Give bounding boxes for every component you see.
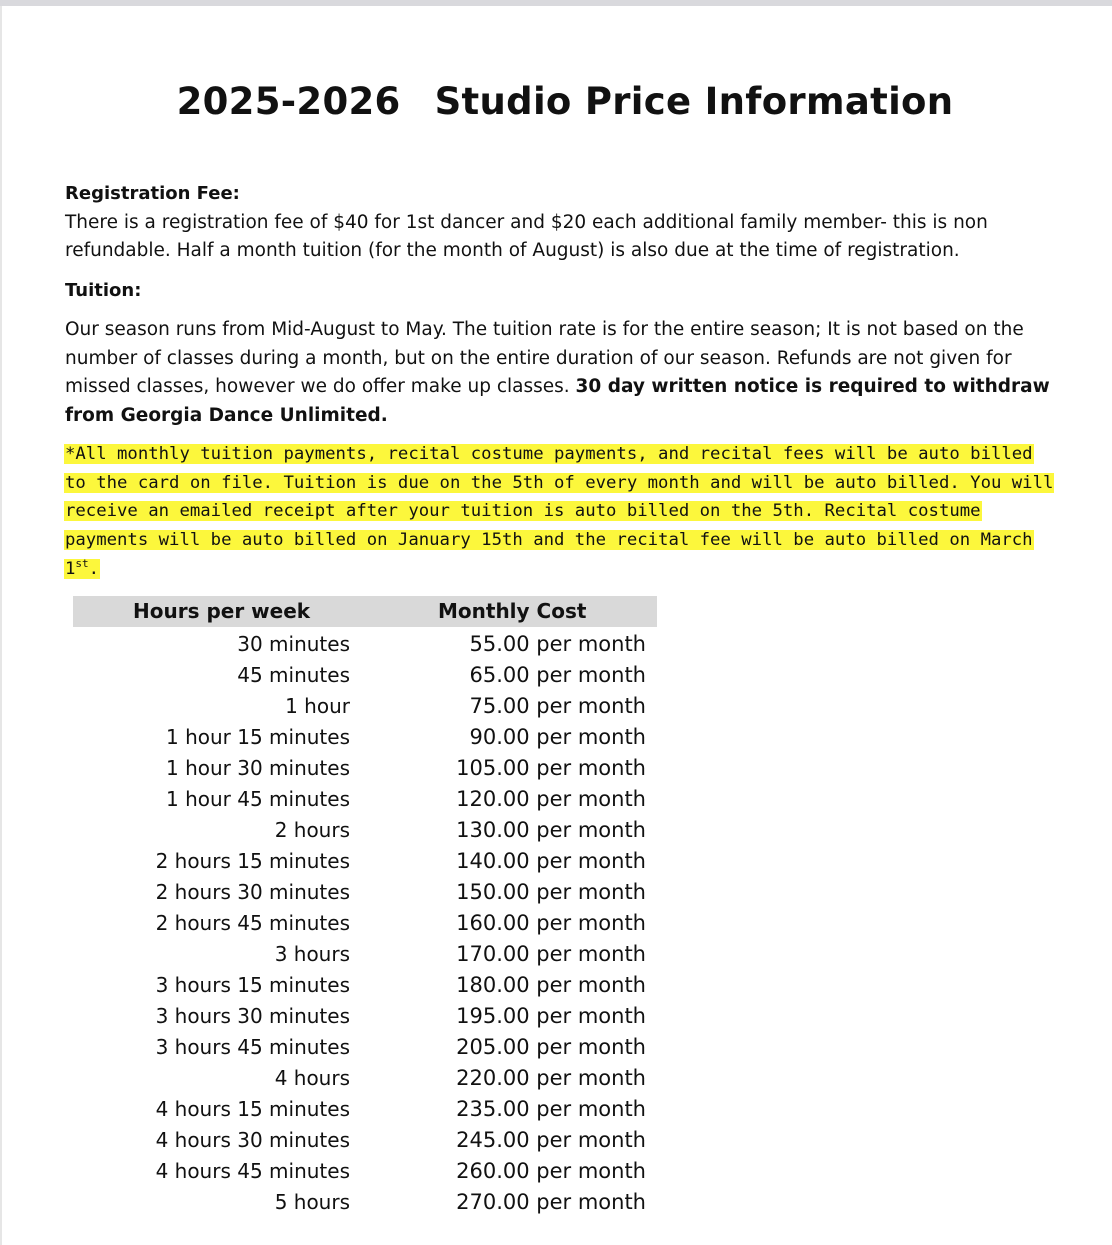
hours-cell: 2 hours 45 minutes	[155, 911, 350, 935]
hours-cell: 4 hours	[274, 1066, 350, 1090]
tuition-label-section	[65, 277, 1055, 306]
hours-cell: 45 minutes	[237, 663, 350, 687]
table-row	[0, 970, 700, 1001]
registration-text: There is a registration fee of $40 for 1st dancer and $20 each additional family member- this is non refundable. Half a month tuition (for the month of August) is also due at the time of registration.	[65, 211, 988, 261]
hours-cell: 4 hours 45 minutes	[155, 1159, 350, 1183]
billing-notice-end: .	[88, 558, 100, 579]
hours-cell: 4 hours 30 minutes	[155, 1128, 350, 1152]
hours-cell: 2 hours	[274, 818, 350, 842]
viewer-top-bar	[0, 0, 1112, 6]
billing-notice-highlight	[64, 444, 1054, 579]
hours-cell: 1 hour 45 minutes	[165, 787, 350, 811]
hours-cell: 3 hours	[274, 942, 350, 966]
table-row	[0, 1032, 700, 1063]
table-row	[0, 1187, 700, 1218]
table-row	[0, 939, 700, 970]
cost-cell: 170.00 per month	[456, 942, 646, 966]
hours-cell: 3 hours 15 minutes	[155, 973, 350, 997]
cost-cell: 105.00 per month	[456, 756, 646, 780]
price-table-body	[0, 629, 700, 1218]
cost-cell: 180.00 per month	[456, 973, 646, 997]
table-row	[0, 629, 700, 660]
hours-cell: 1 hour	[285, 694, 350, 718]
header-monthly-cost: Monthly Cost	[438, 599, 587, 623]
table-row	[0, 722, 700, 753]
title-text: Studio Price Information	[434, 80, 954, 123]
cost-cell: 150.00 per month	[456, 880, 646, 904]
table-row	[0, 877, 700, 908]
table-row	[0, 1001, 700, 1032]
price-table-header	[73, 596, 657, 627]
table-row	[0, 908, 700, 939]
table-row	[0, 1125, 700, 1156]
billing-notice	[64, 440, 1060, 584]
hours-cell: 5 hours	[274, 1190, 350, 1214]
cost-cell: 160.00 per month	[456, 911, 646, 935]
cost-cell: 55.00 per month	[469, 632, 646, 656]
hours-cell: 3 hours 45 minutes	[155, 1035, 350, 1059]
title-year: 2025-2026	[176, 80, 401, 123]
table-row	[0, 784, 700, 815]
registration-section	[65, 180, 1055, 266]
cost-cell: 270.00 per month	[456, 1190, 646, 1214]
cost-cell: 140.00 per month	[456, 849, 646, 873]
cost-cell: 245.00 per month	[456, 1128, 646, 1152]
hours-cell: 3 hours 30 minutes	[155, 1004, 350, 1028]
billing-notice-superscript: st	[75, 557, 89, 571]
hours-cell: 1 hour 30 minutes	[165, 756, 350, 780]
cost-cell: 75.00 per month	[469, 694, 646, 718]
cost-cell: 130.00 per month	[456, 818, 646, 842]
cost-cell: 120.00 per month	[456, 787, 646, 811]
hours-cell: 2 hours 30 minutes	[155, 880, 350, 904]
tuition-text: Our season runs from Mid-August to May. The tuition rate is for the entire season; It is not based on the number of classes during a month, but on the entire duration of our season. Refunds are not given for missed classes, however we do offer make up classes.	[65, 319, 1024, 397]
cost-cell: 205.00 per month	[456, 1035, 646, 1059]
cost-cell: 260.00 per month	[456, 1159, 646, 1183]
hours-cell: 4 hours 15 minutes	[155, 1097, 350, 1121]
page-title	[0, 80, 1112, 123]
table-row	[0, 815, 700, 846]
table-row	[0, 846, 700, 877]
header-hours-per-week: Hours per week	[133, 599, 311, 623]
hours-cell: 2 hours 15 minutes	[155, 849, 350, 873]
cost-cell: 65.00 per month	[469, 663, 646, 687]
cost-cell: 235.00 per month	[456, 1097, 646, 1121]
registration-label: Registration Fee:	[65, 183, 240, 204]
tuition-label: Tuition:	[65, 280, 142, 301]
table-row	[0, 660, 700, 691]
hours-cell: 1 hour 15 minutes	[165, 725, 350, 749]
tuition-notice-bold: 30 day written notice is required to withdraw from Georgia Dance Unlimited.	[65, 376, 1050, 426]
table-row	[0, 691, 700, 722]
cost-cell: 195.00 per month	[456, 1004, 646, 1028]
table-row	[0, 1156, 700, 1187]
billing-notice-text: *All monthly tuition payments, recital costume payments, and recital fees will be auto billed to the card on file. Tuition is due on the 5th of every month and will be auto billed. You will receive an emailed receipt after your tuition is auto billed on the 5th. Recital costume payments will be auto billed on January 15th and the recital fee will be auto billed on March 1	[65, 444, 1054, 579]
tuition-section	[65, 316, 1055, 430]
cost-cell: 90.00 per month	[469, 725, 646, 749]
hours-cell: 30 minutes	[237, 632, 350, 656]
table-row	[0, 1063, 700, 1094]
cost-cell: 220.00 per month	[456, 1066, 646, 1090]
table-row	[0, 753, 700, 784]
table-row	[0, 1094, 700, 1125]
